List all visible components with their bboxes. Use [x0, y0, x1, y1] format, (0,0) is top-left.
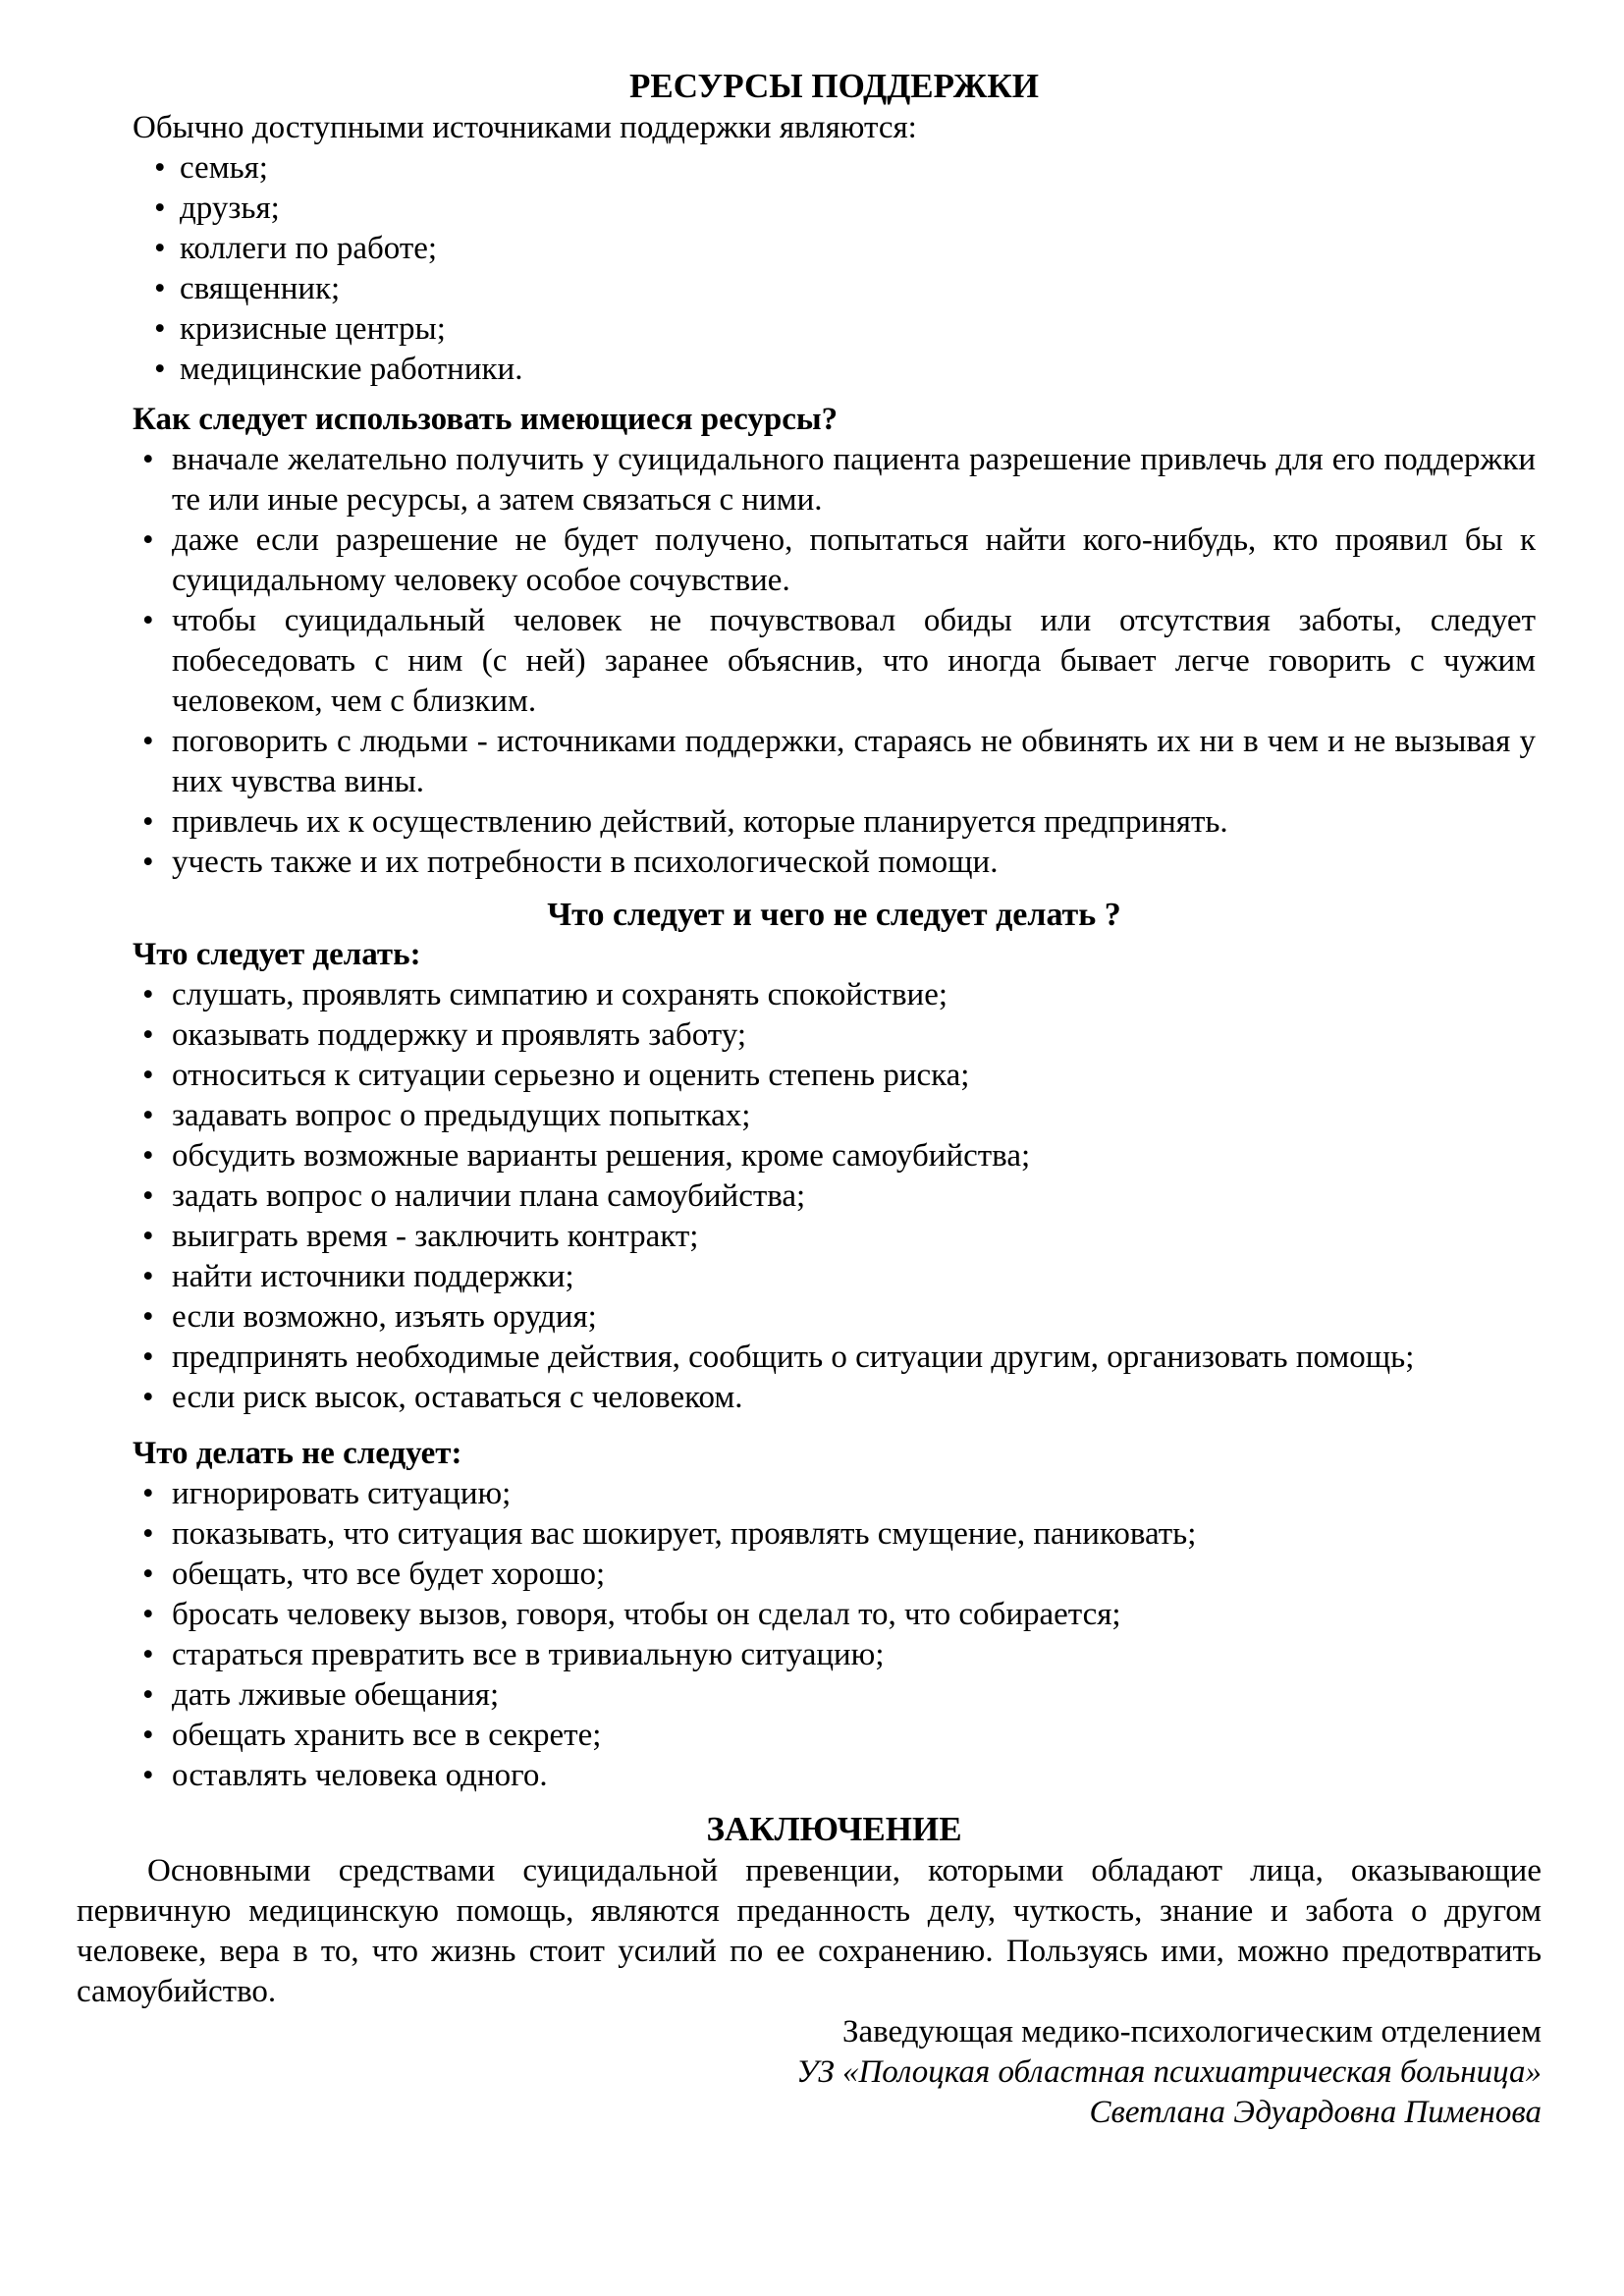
list-item: • задать вопрос о наличии плана самоубийства; [142, 1176, 1536, 1217]
list-item: • обещать, что все будет хорошо; [142, 1555, 1536, 1595]
list-item: • привлечь их к осуществлению действий, которые планируется предпринять. [142, 802, 1536, 843]
list-item: • дать лживые обещания; [142, 1675, 1536, 1716]
conclusion-heading: ЗАКЛЮЧЕНИЕ [706, 1810, 962, 1848]
list-item: • стараться превратить все в тривиальную ситуацию; [142, 1635, 1536, 1675]
signature-organization: УЗ «Полоцкая областная психиатрическая больница» [796, 2054, 1542, 2090]
list-item: • поговорить с людьми - источниками поддержки, стараясь не обвинять их ни в чем и не вызывая у них чувства вины. [142, 722, 1536, 802]
support-sources-list [154, 148, 1536, 390]
list-item: • выиграть время - заключить контракт; [142, 1217, 1536, 1257]
intro-paragraph: Обычно доступными источниками поддержки являются: [133, 110, 917, 145]
signature-name: Светлана Эдуардовна Пименова [1089, 2095, 1542, 2130]
signature-block [77, 2012, 1542, 2133]
list-item: • слушать, проявлять симпатию и сохранять спокойствие; [142, 975, 1536, 1015]
dos-donts-heading: Что следует и чего не следует делать ? [547, 897, 1121, 933]
list-item: • медицинские работники. [154, 350, 1536, 390]
list-item: • если возможно, изъять орудия; [142, 1297, 1536, 1338]
list-item: • найти источники поддержки; [142, 1257, 1536, 1297]
list-item: • обсудить возможные варианты решения, кроме самоубийства; [142, 1136, 1536, 1176]
list-item: • семья; [154, 148, 1536, 189]
conclusion-block [77, 1851, 1542, 2133]
dos-list [142, 975, 1536, 1418]
list-item: • коллеги по работе; [154, 229, 1536, 269]
list-item: • даже если разрешение не будет получено, попытаться найти кого-нибудь, кто проявил бы к суицидальному человеку особое сочувствие. [142, 520, 1536, 601]
list-item: • игнорировать ситуацию; [142, 1474, 1536, 1514]
resources-usage-heading: Как следует использовать имеющиеся ресурсы? [133, 402, 839, 437]
list-item: • друзья; [154, 189, 1536, 229]
resources-usage-list [142, 440, 1536, 883]
list-item: • вначале желательно получить у суицидального пациента разрешение привлечь для его поддержки те или иные ресурсы, а затем связаться с ними. [142, 440, 1536, 520]
list-item: • показывать, что ситуация вас шокирует, проявлять смущение, паниковать; [142, 1514, 1536, 1555]
list-item: • священник; [154, 269, 1536, 309]
list-item: • обещать хранить все в секрете; [142, 1716, 1536, 1756]
conclusion-paragraph: Основными средствами суицидальной превенции, которыми обладают лица, оказывающие первичную медицинскую помощь, являются преданность делу, чуткость, знание и забота о другом человеке, вера в то, что жизнь стоит усилий по ее сохранению. Пользуясь ими, можно предотвратить самоубийство. [77, 1853, 1542, 2009]
dos-heading: Что следует делать: [133, 937, 421, 972]
list-item: • оказывать поддержку и проявлять заботу; [142, 1015, 1536, 1056]
list-item: • бросать человеку вызов, говоря, чтобы он сделал то, что собирается; [142, 1595, 1536, 1635]
document-title: РЕСУРСЫ ПОДДЕРЖКИ [629, 67, 1039, 105]
list-item: • задавать вопрос о предыдущих попытках; [142, 1096, 1536, 1136]
donts-heading: Что делать не следует: [133, 1436, 462, 1471]
list-item: • чтобы суицидальный человек не почувствовал обиды или отсутствия заботы, следует побеседовать с ним (с ней) заранее объяснив, что иногда бывает легче говорить с чужим человеком, чем с близким. [142, 601, 1536, 722]
list-item: • если риск высок, оставаться с человеком. [142, 1378, 1536, 1418]
donts-list [142, 1474, 1536, 1796]
list-item: • относиться к ситуации серьезно и оценить степень риска; [142, 1056, 1536, 1096]
list-item: • предпринять необходимые действия, сообщить о ситуации другим, организовать помощь; [142, 1338, 1536, 1378]
list-item: • оставлять человека одного. [142, 1756, 1536, 1796]
signature-role: Заведующая медико-психологическим отделением [841, 2014, 1542, 2050]
list-item: • кризисные центры; [154, 309, 1536, 350]
list-item: • учесть также и их потребности в психологической помощи. [142, 843, 1536, 883]
